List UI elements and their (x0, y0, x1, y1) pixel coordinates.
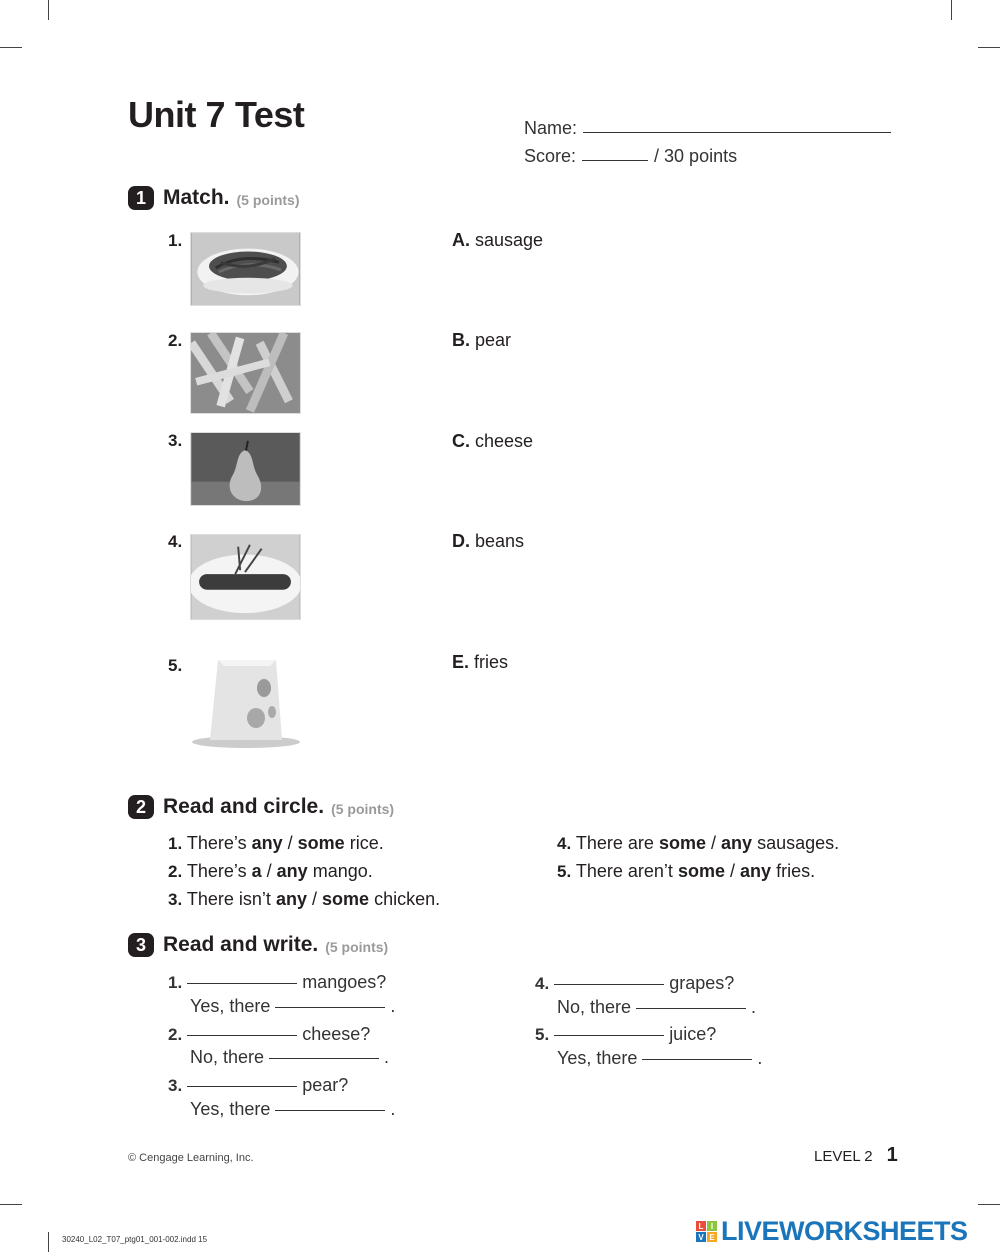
section-points: (5 points) (325, 938, 389, 955)
write-question (168, 1075, 348, 1096)
option-word: pear (475, 330, 512, 350)
answer-start: Yes, there (190, 996, 271, 1016)
crop-mark (48, 1232, 49, 1252)
question-end: pear? (302, 1075, 349, 1095)
sentence-end: sausages. (757, 833, 840, 853)
answer-start: No, there (190, 1047, 265, 1067)
circle-item (557, 861, 815, 882)
answer-blank[interactable] (275, 1110, 385, 1111)
title-unit: Unit 7 (128, 94, 226, 135)
choice-option[interactable]: some (677, 861, 725, 881)
section-number-badge: 1 (128, 186, 154, 210)
sentence-end: mango. (312, 861, 373, 881)
match-number: 1. (168, 231, 183, 250)
answer-blank[interactable] (636, 1008, 746, 1009)
question-end: cheese? (302, 1024, 371, 1044)
circle-item (168, 889, 440, 910)
item-number: 3. (168, 1076, 183, 1095)
fries-picture (190, 332, 301, 414)
choice-option[interactable]: some (297, 833, 345, 853)
answer-blank[interactable] (269, 1058, 379, 1059)
answer-end: . (384, 1047, 390, 1067)
choice-option[interactable]: some (658, 833, 706, 853)
choice-separator: / (287, 833, 293, 853)
answer-end: . (757, 1048, 763, 1068)
sentence-end: chicken. (374, 889, 441, 909)
sentence-start: There’s (186, 833, 247, 853)
section-points: (5 points) (236, 191, 300, 208)
logo-letter: L (696, 1221, 706, 1231)
crop-mark (951, 0, 952, 20)
choice-separator: / (311, 889, 317, 909)
item-number: 4. (535, 974, 550, 993)
item-number: 4. (557, 834, 572, 853)
name-row (524, 111, 897, 139)
item-number: 3. (168, 890, 183, 909)
choice-option[interactable]: a (251, 861, 262, 881)
item-number: 5. (557, 862, 572, 881)
sentence-start: There’s (186, 861, 247, 881)
page-footer (814, 1144, 898, 1167)
choice-separator: / (730, 861, 736, 881)
liveworksheets-icon (696, 1221, 717, 1242)
title-test: Test (235, 94, 305, 135)
circle-item (168, 833, 384, 854)
circle-item (168, 861, 373, 882)
file-slug: 30240_L02_T07_ptg01_001-002.indd 15 (62, 1235, 208, 1244)
match-number: 2. (168, 331, 183, 350)
item-number: 1. (168, 973, 183, 992)
page-title (128, 94, 304, 136)
choice-separator: / (710, 833, 716, 853)
write-answer (557, 1048, 762, 1069)
crop-mark (978, 1204, 1000, 1205)
section-title: Match. (163, 186, 230, 209)
choice-option[interactable]: some (322, 889, 370, 909)
write-question (168, 1024, 370, 1045)
answer-blank[interactable] (187, 983, 297, 984)
option-word: fries (474, 652, 509, 672)
circle-item (557, 833, 839, 854)
match-option (452, 330, 511, 351)
choice-option[interactable]: any (721, 833, 753, 853)
match-number: 3. (168, 431, 183, 450)
write-answer (190, 1099, 395, 1120)
match-number: 4. (168, 532, 183, 551)
section-number-badge: 3 (128, 933, 154, 957)
item-number: 5. (535, 1025, 550, 1044)
match-option (452, 431, 533, 452)
answer-end: . (751, 997, 757, 1017)
beans-picture (190, 232, 301, 306)
section-2-heading (128, 795, 394, 819)
answer-blank[interactable] (275, 1007, 385, 1008)
write-answer (190, 1047, 389, 1068)
section-title: Read and circle. (163, 795, 325, 818)
brand-text: LIVEWORKSHEETS (721, 1216, 968, 1246)
choice-separator: / (266, 861, 272, 881)
logo-letter: V (696, 1232, 706, 1242)
name-field[interactable] (583, 132, 891, 133)
liveworksheets-logo[interactable] (696, 1216, 968, 1247)
option-word: beans (475, 531, 525, 551)
section-1-heading (128, 186, 300, 210)
cheese-picture (190, 654, 301, 750)
question-end: grapes? (669, 973, 735, 993)
item-number: 2. (168, 1025, 183, 1044)
match-option (452, 652, 508, 673)
crop-mark (0, 47, 22, 48)
choice-option[interactable]: any (740, 861, 772, 881)
sentence-start: There isn’t (186, 889, 271, 909)
crop-mark (48, 0, 49, 20)
section-points: (5 points) (331, 800, 395, 817)
option-word: sausage (475, 230, 544, 250)
write-question (535, 973, 734, 994)
score-label: Score: (524, 146, 577, 166)
page-number: 1 (886, 1144, 898, 1166)
choice-option[interactable]: any (276, 861, 308, 881)
answer-start: No, there (557, 997, 632, 1017)
score-field[interactable] (582, 160, 648, 161)
answer-blank[interactable] (187, 1035, 297, 1036)
option-letter: B. (452, 330, 470, 350)
write-answer (190, 996, 395, 1017)
pear-picture (190, 432, 301, 506)
option-letter: D. (452, 531, 470, 551)
option-letter: C. (452, 431, 470, 451)
answer-blank[interactable] (187, 1086, 297, 1087)
match-option (452, 531, 524, 552)
sentence-start: There are (575, 833, 654, 853)
item-number: 1. (168, 834, 183, 853)
sentence-start: There aren’t (575, 861, 673, 881)
option-letter: E. (452, 652, 470, 672)
write-answer (557, 997, 756, 1018)
logo-letter: E (707, 1232, 717, 1242)
logo-letter: I (707, 1221, 717, 1231)
section-number-badge: 2 (128, 795, 154, 819)
question-end: mangoes? (302, 972, 387, 992)
option-word: cheese (475, 431, 534, 451)
match-option (452, 230, 543, 251)
answer-start: Yes, there (557, 1048, 638, 1068)
write-question (535, 1024, 716, 1045)
crop-mark (978, 47, 1000, 48)
sentence-end: rice. (349, 833, 384, 853)
copyright-text: © Cengage Learning, Inc. (128, 1152, 254, 1164)
choice-option[interactable]: any (275, 889, 307, 909)
answer-start: Yes, there (190, 1099, 271, 1119)
sentence-end: fries. (776, 861, 816, 881)
answer-blank[interactable] (554, 1035, 664, 1036)
item-number: 2. (168, 862, 183, 881)
write-question (168, 972, 386, 993)
name-score-box (524, 111, 897, 167)
score-row (524, 139, 897, 167)
match-number: 5. (168, 656, 183, 675)
score-total: / 30 points (654, 146, 738, 166)
name-label: Name: (524, 118, 578, 138)
choice-option[interactable]: any (251, 833, 283, 853)
question-end: juice? (669, 1024, 717, 1044)
answer-end: . (390, 996, 396, 1016)
answer-blank[interactable] (642, 1059, 752, 1060)
section-3-heading (128, 933, 388, 957)
level-label: LEVEL 2 (814, 1148, 873, 1165)
section-title: Read and write. (163, 933, 319, 956)
answer-end: . (390, 1099, 396, 1119)
answer-blank[interactable] (554, 984, 664, 985)
option-letter: A. (452, 230, 470, 250)
crop-mark (0, 1204, 22, 1205)
sausage-picture (190, 534, 301, 620)
